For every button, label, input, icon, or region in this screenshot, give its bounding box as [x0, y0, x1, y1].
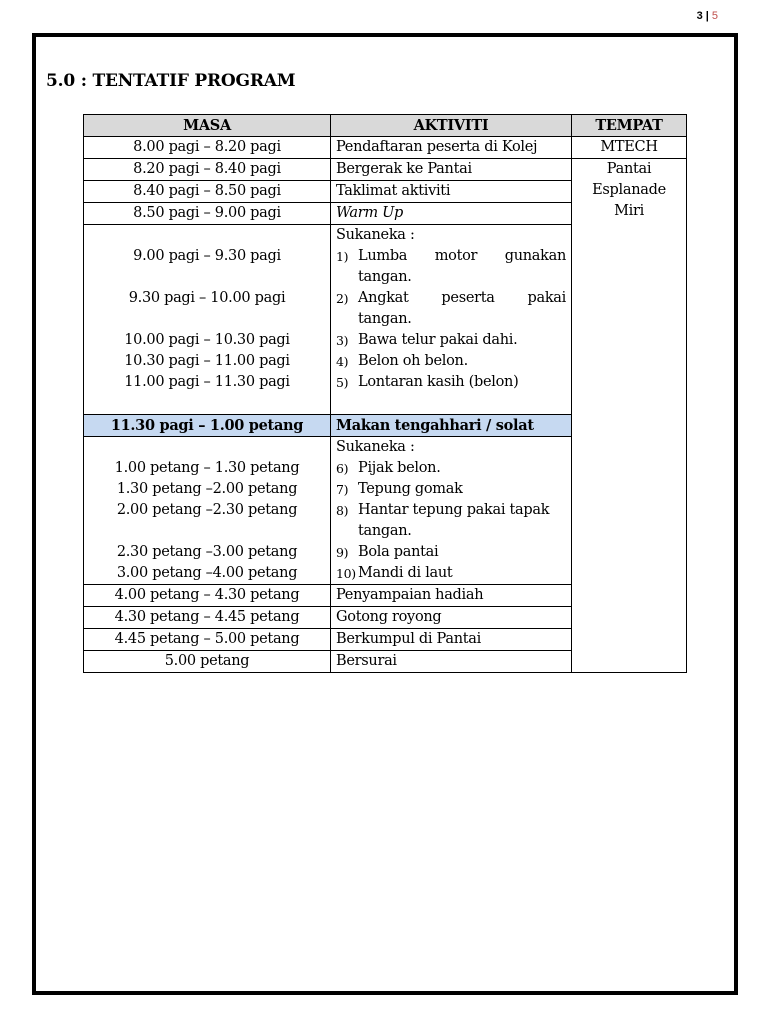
- item-number: 7): [336, 482, 349, 497]
- time-line: 10.00 pagi – 10.30 pagi: [124, 332, 290, 348]
- item-text: Hantar tepung pakai tapak: [358, 502, 550, 518]
- page-total: 5: [711, 10, 718, 22]
- time-line: 10.30 pagi – 11.00 pagi: [124, 353, 290, 369]
- masa-cell: 4.45 petang – 5.00 petang: [84, 629, 331, 651]
- item-text: Lontaran kasih (belon): [358, 374, 519, 390]
- masa-cell: 8.20 pagi – 8.40 pagi: [84, 159, 331, 181]
- aktiviti-cell: Berkumpul di Pantai: [331, 629, 572, 651]
- header-masa: MASA: [84, 115, 331, 137]
- item-number: 5): [336, 375, 349, 390]
- time-line: 11.00 pagi – 11.30 pagi: [124, 374, 290, 390]
- masa-cell: 8.50 pagi – 9.00 pagi: [84, 203, 331, 225]
- aktiviti-cell: Penyampaian hadiah: [331, 585, 572, 607]
- time-line: 3.00 petang –4.00 petang: [116, 565, 298, 581]
- item-number: 3): [336, 333, 349, 348]
- item-text: Mandi di laut: [358, 565, 453, 581]
- table-header-row: [84, 115, 687, 137]
- header-aktiviti: AKTIVITI: [331, 115, 572, 137]
- item-text: Pijak belon.: [358, 460, 441, 476]
- item-text-cont: tangan.: [358, 269, 412, 285]
- masa-cell: 4.00 petang – 4.30 petang: [84, 585, 331, 607]
- item-number: 1): [336, 249, 349, 264]
- aktiviti-cell-multi: [331, 437, 572, 585]
- item-text-cont: tangan.: [358, 523, 412, 539]
- masa-cell: 8.00 pagi – 8.20 pagi: [84, 137, 331, 159]
- sukaneka-heading: Sukaneka :: [336, 439, 415, 455]
- time-line: 1.30 petang –2.00 petang: [116, 481, 298, 497]
- item-number: 9): [336, 545, 349, 560]
- tempat-cell-mtech: MTECH: [572, 137, 687, 159]
- item-number: 10): [336, 566, 356, 581]
- item-text: Tepung gomak: [358, 481, 463, 497]
- masa-cell: 11.30 pagi – 1.00 petang: [84, 415, 331, 437]
- masa-cell-multi: [84, 437, 331, 585]
- item-text: Angkat peserta pakai: [358, 290, 566, 306]
- header-tempat: TEMPAT: [572, 115, 687, 137]
- item-text: Bawa telur pakai dahi.: [358, 332, 518, 348]
- section-title: 5.0 : TENTATIF PROGRAM: [46, 71, 296, 91]
- item-number: 6): [336, 461, 349, 476]
- page-current: 3: [696, 10, 703, 22]
- aktiviti-cell: Warm Up: [331, 203, 572, 225]
- item-number: 4): [336, 354, 349, 369]
- aktiviti-cell: Taklimat aktiviti: [331, 181, 572, 203]
- time-line: 2.00 petang –2.30 petang: [116, 502, 298, 518]
- sukaneka-heading: Sukaneka :: [336, 227, 415, 243]
- schedule-table: [83, 114, 687, 673]
- tempat-line: Pantai: [606, 161, 652, 177]
- aktiviti-cell: Pendaftaran peserta di Kolej: [331, 137, 572, 159]
- item-text: Belon oh belon.: [358, 353, 468, 369]
- aktiviti-cell-multi: [331, 225, 572, 415]
- tempat-line: Esplanade: [592, 182, 666, 198]
- time-line: 9.00 pagi – 9.30 pagi: [133, 248, 281, 264]
- page-number: [697, 10, 718, 22]
- tempat-cell-main: [572, 159, 687, 673]
- masa-cell: 5.00 petang: [84, 651, 331, 673]
- item-text-cont: tangan.: [358, 311, 412, 327]
- aktiviti-cell: Bergerak ke Pantai: [331, 159, 572, 181]
- masa-cell-multi: [84, 225, 331, 415]
- item-text: Lumba motor gunakan: [358, 248, 566, 264]
- masa-cell: 4.30 petang – 4.45 petang: [84, 607, 331, 629]
- page-separator: |: [705, 10, 709, 22]
- aktiviti-cell: Makan tengahhari / solat: [331, 415, 572, 437]
- item-number: 8): [336, 503, 349, 518]
- tempat-line: Miri: [614, 203, 644, 219]
- time-line: 1.00 petang – 1.30 petang: [114, 460, 300, 476]
- table-row: [84, 137, 687, 159]
- table-row: [84, 159, 687, 181]
- time-line: 2.30 petang –3.00 petang: [116, 544, 298, 560]
- masa-cell: 8.40 pagi – 8.50 pagi: [84, 181, 331, 203]
- aktiviti-cell: Bersurai: [331, 651, 572, 673]
- item-text: Bola pantai: [358, 544, 439, 560]
- item-number: 2): [336, 291, 349, 306]
- time-line: 9.30 pagi – 10.00 pagi: [128, 290, 286, 306]
- aktiviti-cell: Gotong royong: [331, 607, 572, 629]
